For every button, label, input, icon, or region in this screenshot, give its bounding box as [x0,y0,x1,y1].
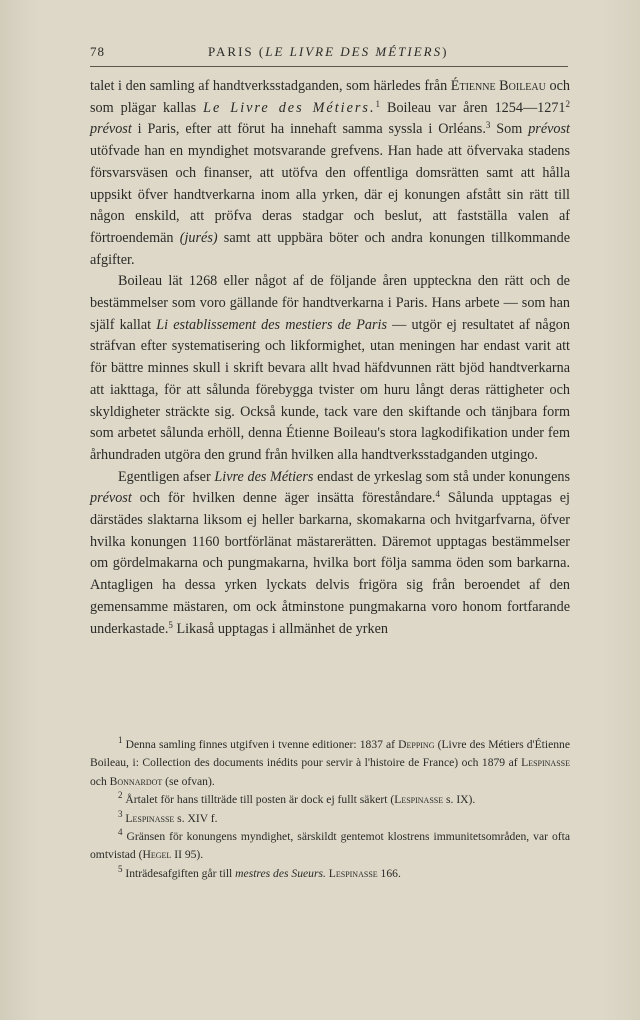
text-run: och för hvilken denne äger insätta föreståndare. [131,490,436,507]
page-number: 78 [90,44,105,59]
author-name: Hegel [142,848,172,862]
header-rule [90,66,568,67]
footnote-3 [90,810,570,828]
book-title-spaced: Le Livre des Métiers. [203,99,376,116]
author-name: Lespinasse [521,756,570,770]
author-name: Lespinasse [328,866,378,880]
footnote-1 [90,736,570,791]
footnote-ref: 1 [375,98,380,109]
author-name: Depping [398,738,435,751]
main-text [90,76,570,640]
footnote-ref: 3 [485,120,491,131]
italic-term: prévost [90,490,132,507]
paragraph-3 [90,467,570,641]
footnote-number: 5 [118,863,123,874]
footnote-number: 1 [118,735,123,745]
italic-term: (jurés) [179,229,218,246]
footnote-2 [90,791,570,809]
text-run: och som plägar kallas [90,78,570,116]
author-name: Étienne Boileau [450,78,546,94]
text-run: och [90,774,110,788]
italic-term: Li establissement des mestiers de Paris [156,316,387,333]
text-run: Som [490,121,529,138]
footnote-4 [90,828,570,865]
text-run: Inträdesafgiften går till [122,866,236,880]
footnote-ref: 5 [168,619,173,630]
text-run: — utgör ej resultatet af någon sträfvan efter systematisering och likformighet, utan meningen har endast varit att för bättre minnes skull i skrift bevara allt hvad häfdvunnen rätt bjöd handtverkarna att iakttaga, för att sålunda förebygga tvister om huru långt deras rättigheter och skyldigheter sträckte sig. Också kunde, tack vare den skiftande och tänjbara form som arbetet sålunda erhöll, denna Étienne Boileau's stora lagkodifikation under fem århundraden utgöra den grund från hvilken alla handtverksstadganden utgingo. [90,316,570,463]
text-run: 166. [377,866,401,880]
text-run: (se ofvan). [162,774,215,788]
text-run: samt att uppbära böter och andra konungen tillkommande afgifter. [90,229,570,268]
author-name: Lespinasse [125,811,175,825]
author-name: Bonnardot [109,774,163,788]
footnote-number: 2 [118,790,123,801]
footnote-number: 4 [118,827,123,838]
footnote-5 [90,865,570,883]
italic-term: Livre des Métiers [214,468,314,485]
footnote-ref: 2 [565,98,571,109]
running-header [90,44,570,66]
running-title-suffix: ) [442,44,449,59]
footnote-number: 3 [118,808,123,819]
text-run: Likaså upptagas i allmänhet de yrken [172,620,389,637]
text-run: i Paris, efter att förut ha innehaft samma syssla i Orléans. [131,121,486,138]
italic-term: mestres des Sueurs. [235,866,326,880]
text-run: s. IX). [443,793,476,807]
paragraph-2 [90,271,570,466]
footnote-ref: 4 [435,489,440,500]
paragraph-1 [90,76,570,271]
author-name: Lespinasse [394,793,444,807]
text-run: talet i den samling af handtverksstadganden, som härledes från [90,78,451,94]
text-run: Gränsen för konungens myndighet, särskildt gentemot klostrens immunitetsområden, var ofta omtvistad ( [90,830,570,862]
text-run: Sålunda upptagas ej därstädes slaktarna liksom ej heller barkarna, skomakarna och hvitgarfvarna, öfver hvilka konungen 1160 bortförlänat mästarerätten. Däremot upptagas bestämmelser om gördelmakarna och pungmakarna, hvilka bort följa samma öden som barkarna. Antagligen ha dessa yrken lyckats delvis frigöra sig från beroendet af den gemensamme mästaren, om ock åtminstone pungmakarna voro honom fortfarande underkastade. [90,490,570,637]
text-run: endast de yrkeslag som stå under konungens [313,468,571,485]
italic-term: prévost [90,121,132,138]
text-run: Boileau var åren 1254—1271 [380,99,566,116]
text-run: Egentligen afser [118,468,215,485]
text-run: II 95). [171,848,204,862]
text-run: Boileau lät 1268 eller något af de följande åren uppteckna den rätt och de bestämmelser som voro gällande för handtverkarna i Paris. Hans arbete — som han själf kallat [90,273,570,333]
footnotes [90,736,570,883]
text-run: (Livre des Métiers d'Étienne Boileau, i: Collection des documents inédits pour servir à l'histoire de France) och 1879 af [90,738,570,770]
text-run: Årtalet för hans tillträde till posten är dock ej fullt säkert ( [122,793,395,807]
text-run: utöfvade han en myndighet motsvarande grefvens. Han hade att öfvervaka stadens försvarsväsen och finanser, att utöfva den offentliga domsrätten samt att hålla uppsikt öfver handtverkarna inom alla yrken, där ej konungen afstått sin rätt till någon enskild, att pröfva deras stadgar och beslut, att fastställa valen af förtroendemän [90,143,570,246]
text-run: Denna samling finnes utgifven i tvenne editioner: 1837 af [122,738,399,751]
running-title-prefix: PARIS ( [208,44,266,59]
italic-term: prévost [528,121,570,138]
running-title-italic: LE LIVRE DES MÉTIERS [265,44,443,59]
text-run: s. XIV f. [174,811,218,825]
running-title [208,44,448,60]
